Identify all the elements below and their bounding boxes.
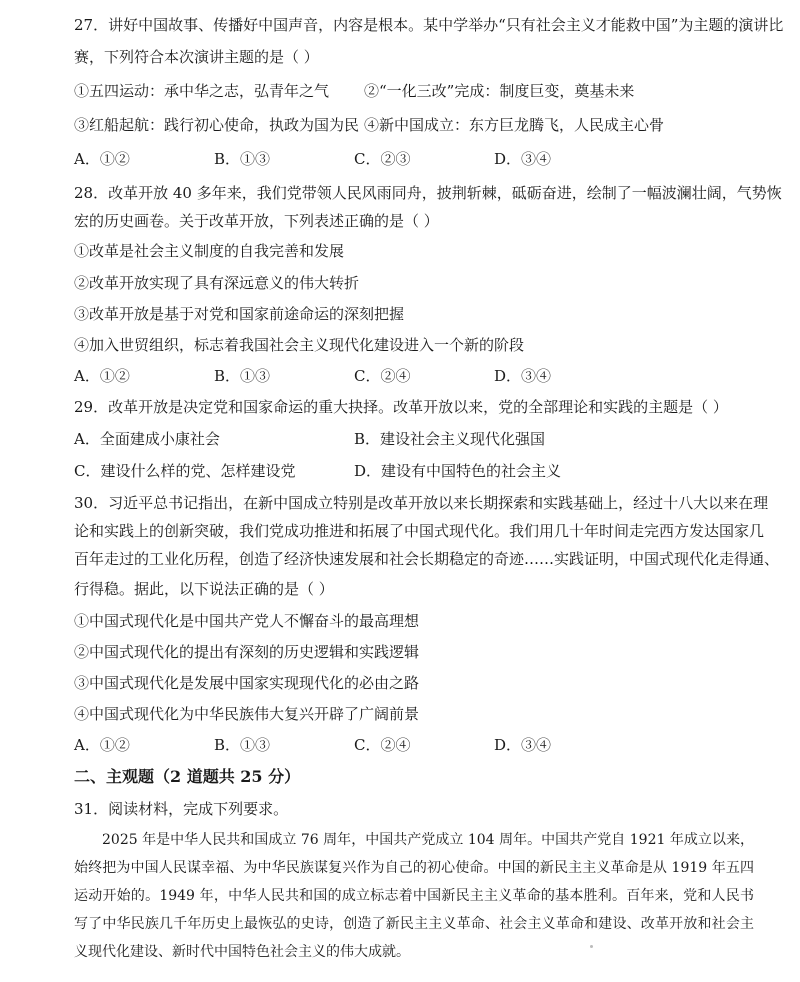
q27-option-a[interactable]: A．①② [74, 150, 130, 168]
q28-option-b[interactable]: B．①③ [214, 367, 271, 385]
q29-option-b[interactable]: B．建设社会主义现代化强国 [354, 430, 546, 448]
q29-options-row1 [74, 428, 774, 450]
scan-speck [590, 945, 593, 948]
q30-statement-4: ④中国式现代化为中华民族伟大复兴开辟了广阔前景 [74, 705, 420, 723]
q30-statement-2: ②中国式现代化的提出有深刻的历史逻辑和实践逻辑 [74, 643, 420, 661]
q28-option-c[interactable]: C．②④ [354, 367, 411, 385]
q28-statement-2: ②改革开放实现了具有深远意义的伟大转折 [74, 274, 360, 292]
q28-stem-line2: 宏的历史画卷。关于改革开放，下列表述正确的是（ ） [74, 212, 439, 230]
q31-material [74, 826, 754, 966]
q27-option-c[interactable]: C．②③ [354, 150, 411, 168]
q27-statements-row1 [74, 80, 774, 102]
q29-option-c[interactable]: C．建设什么样的党、怎样建设党 [74, 462, 296, 480]
q30-statement-3: ③中国式现代化是发展中国家实现现代化的必由之路 [74, 674, 420, 692]
q27-statement-1: ①五四运动：承中华之志，弘青年之气 [74, 82, 330, 100]
q28-options [74, 365, 774, 387]
q29-option-a[interactable]: A．全面建成小康社会 [74, 430, 220, 448]
q29-option-d[interactable]: D．建设有中国特色的社会主义 [354, 462, 562, 480]
q27-statement-4: ④新中国成立：东方巨龙腾飞，人民成主心骨 [364, 116, 665, 134]
q28-statement-4: ④加入世贸组织，标志着我国社会主义现代化建设进入一个新的阶段 [74, 336, 525, 354]
section-heading: 二、主观题（2 道题共 25 分） [74, 767, 301, 786]
q27-statement-3: ③红船起航：践行初心使命，执政为国为民 [74, 116, 360, 134]
q27-statements-row2 [74, 114, 774, 136]
q30-option-d[interactable]: D．③④ [494, 736, 552, 754]
q29-options-row2 [74, 460, 774, 482]
q27-option-d[interactable]: D．③④ [494, 150, 552, 168]
q30-option-a[interactable]: A．①② [74, 736, 130, 754]
q27-option-b[interactable]: B．①③ [214, 150, 271, 168]
q28-option-a[interactable]: A．①② [74, 367, 130, 385]
q28-option-d[interactable]: D．③④ [494, 367, 552, 385]
q27-statement-2: ②“一化三改”完成：制度巨变，奠基未来 [364, 82, 635, 100]
q28-statement-1: ①改革是社会主义制度的自我完善和发展 [74, 242, 345, 260]
q27-stem-line1: 27．讲好中国故事、传播好中国声音，内容是根本。某中学举办“只有社会主义才能救中国”为主题的演讲比 [74, 16, 784, 34]
q30-options [74, 734, 774, 756]
q27-options [74, 148, 774, 170]
q30-stem-line2: 论和实践上的创新突破，我们党成功推进和拓展了中国式现代化。我们用几十年时间走完西方发达国家几 [74, 522, 765, 540]
q28-stem-line1: 28．改革开放 40 多年来，我们党带领人民风雨同舟，披荆斩棘，砥砺奋进，绘制了一幅波澜壮阔，气势恢 [74, 184, 782, 202]
q29-stem-line1: 29．改革开放是决定党和国家命运的重大抉择。改革开放以来，党的全部理论和实践的主题是（ ） [74, 398, 728, 416]
q30-option-b[interactable]: B．①③ [214, 736, 271, 754]
q30-option-c[interactable]: C．②④ [354, 736, 411, 754]
q30-stem-line4: 行得稳。据此，以下说法正确的是（ ） [74, 580, 334, 598]
q28-statement-3: ③改革开放是基于对党和国家前途命运的深刻把握 [74, 305, 405, 323]
q30-statement-1: ①中国式现代化是中国共产党人不懈奋斗的最高理想 [74, 612, 420, 630]
q31-material-paragraph: 2025 年是中华人民共和国成立 76 周年，中国共产党成立 104 周年。中国共产党自 1921 年成立以来，始终把为中国人民谋幸福、为中华民族谋复兴作为自己的初心使命。中国的新民主主义革命是从 1919 年五四运动开始的。1949 年，中华人民共和国的成立标志着中国新民主主义革命的基本胜利。百年来，党和人民书写了中华民族几千年历史上最恢弘的史诗，创造了新民主主义革命、社会主义革命和建设、改革开放和社会主义现代化建设、新时代中国特色社会主义的伟大成就。 [74, 832, 754, 960]
q30-stem-line3: 百年走过的工业化历程，创造了经济快速发展和社会长期稳定的奇迹……实践证明，中国式现代化走得通、 [74, 550, 780, 568]
q30-stem-line1: 30．习近平总书记指出，在新中国成立特别是改革开放以来长期探索和实践基础上，经过十八大以来在理 [74, 494, 769, 512]
q27-stem-line2: 赛，下列符合本次演讲主题的是（ ） [74, 48, 319, 66]
q31-stem: 31．阅读材料，完成下列要求。 [74, 800, 289, 818]
